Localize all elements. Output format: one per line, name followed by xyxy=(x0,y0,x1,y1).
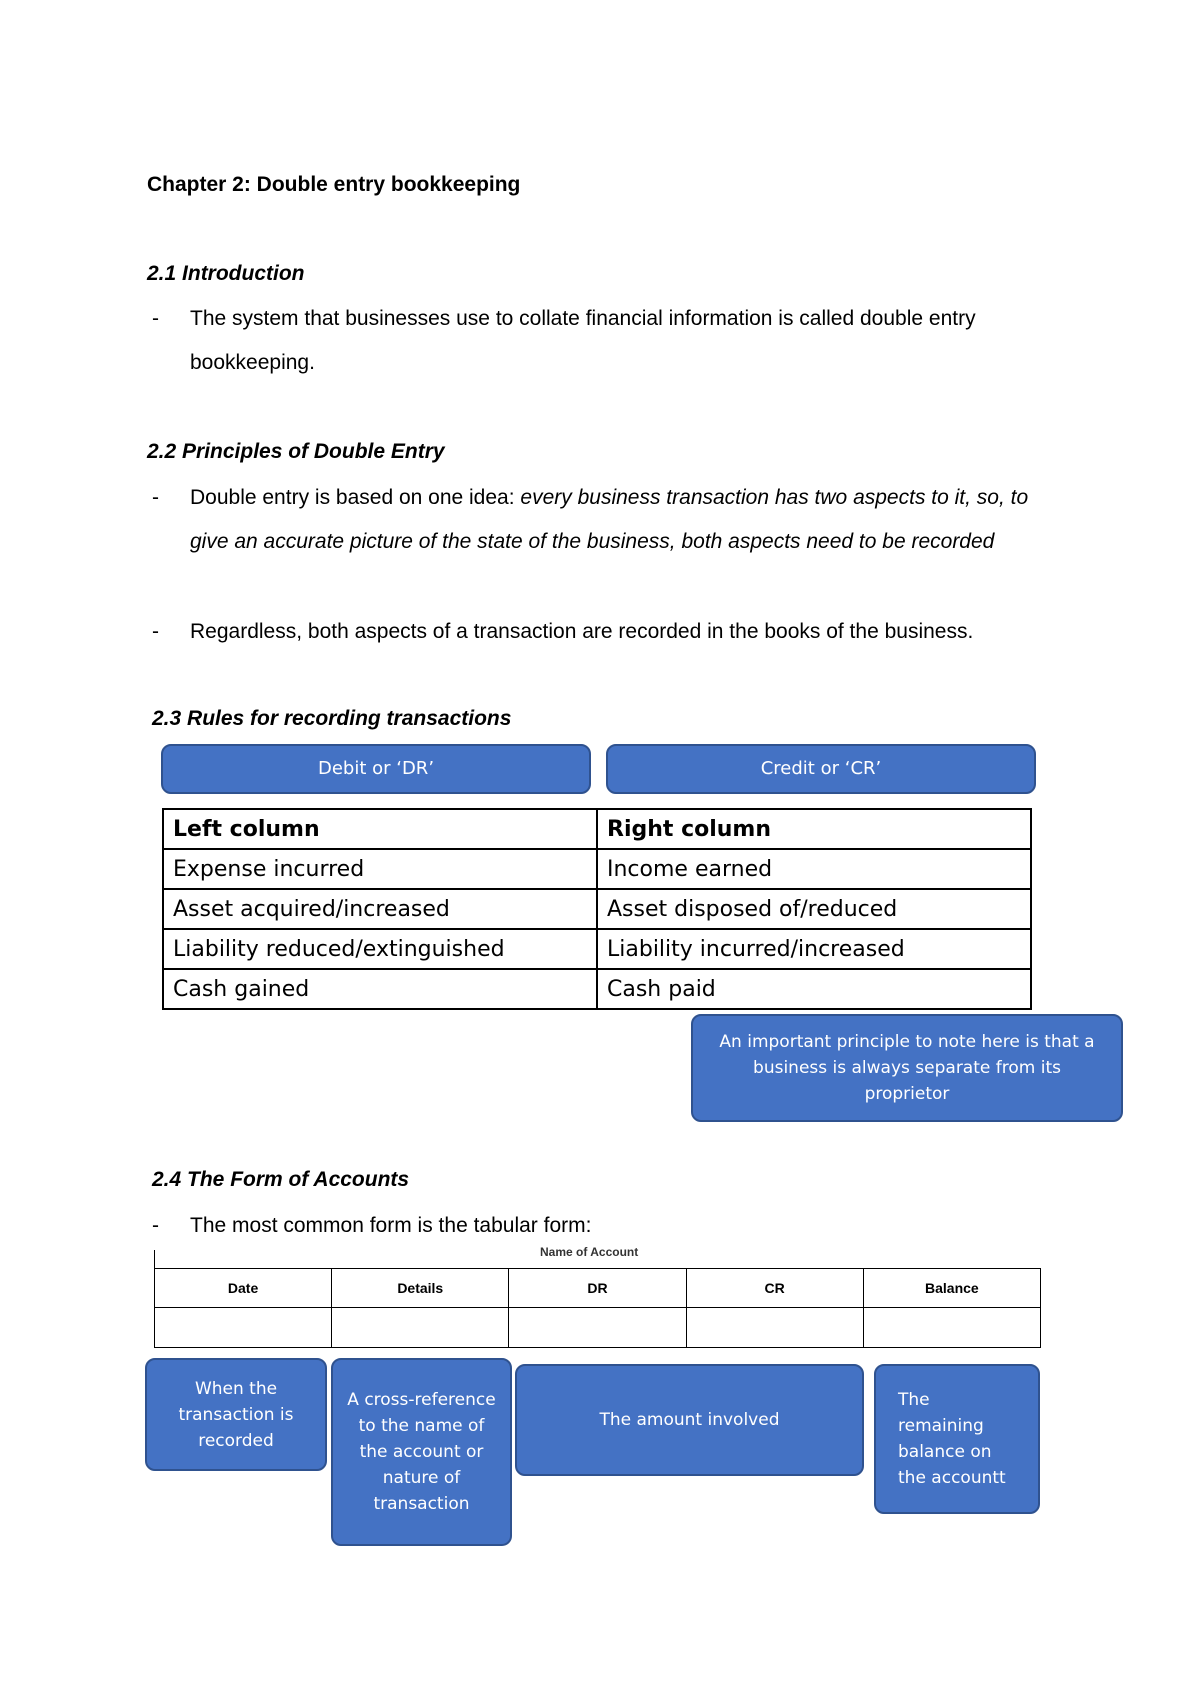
section-heading-form-of-accounts: 2.4 The Form of Accounts xyxy=(152,1168,410,1191)
column-details: Details xyxy=(332,1269,509,1308)
principle-text: Double entry is based on one idea: xyxy=(190,486,521,509)
table-cell: Income earned xyxy=(597,849,1031,889)
account-left-border xyxy=(154,1250,155,1270)
section-heading-introduction: 2.1 Introduction xyxy=(147,262,305,285)
credit-label-box: Credit or ‘CR’ xyxy=(606,744,1036,794)
bullet-marker: - xyxy=(152,307,159,330)
table-header-row xyxy=(163,809,1031,849)
table-cell: Asset disposed of/reduced xyxy=(597,889,1031,929)
amount-callout: The amount involved xyxy=(515,1364,864,1476)
table-cell xyxy=(863,1308,1040,1348)
table-header-cell: Right column xyxy=(597,809,1031,849)
column-cr: CR xyxy=(686,1269,863,1308)
regardless-text: Regardless, both aspects of a transaction are recorded in the books of the business. xyxy=(190,620,974,643)
column-date: Date xyxy=(155,1269,332,1308)
table-row xyxy=(163,929,1031,969)
bullet-marker: - xyxy=(152,620,159,643)
table-row xyxy=(163,889,1031,929)
table-cell xyxy=(155,1308,332,1348)
principle-paragraph xyxy=(190,476,1060,564)
balance-callout: The remaining balance on the accountt xyxy=(874,1364,1040,1514)
column-balance: Balance xyxy=(863,1269,1040,1308)
table-row xyxy=(163,849,1031,889)
account-empty-row xyxy=(155,1308,1041,1348)
table-cell: Liability incurred/increased xyxy=(597,929,1031,969)
principle-note-callout: An important principle to note here is that a business is always separate from its proprietor xyxy=(691,1014,1123,1122)
table-cell: Asset acquired/increased xyxy=(163,889,597,929)
bullet-marker: - xyxy=(152,1214,159,1237)
tabular-form-text: The most common form is the tabular form: xyxy=(190,1214,592,1237)
account-table xyxy=(154,1268,1041,1348)
table-cell xyxy=(332,1308,509,1348)
table-row xyxy=(163,969,1031,1009)
table-header-cell: Left column xyxy=(163,809,597,849)
bullet-marker: - xyxy=(152,486,159,509)
table-cell: Cash gained xyxy=(163,969,597,1009)
rules-table xyxy=(162,808,1032,1010)
details-callout: A cross-reference to the name of the account or nature of transaction xyxy=(331,1358,512,1546)
section-heading-principles: 2.2 Principles of Double Entry xyxy=(147,440,445,463)
introduction-text: The system that businesses use to collate financial information is called double entry bookkeeping. xyxy=(190,307,976,374)
table-cell: Liability reduced/extinguished xyxy=(163,929,597,969)
column-dr: DR xyxy=(509,1269,686,1308)
chapter-title: Chapter 2: Double entry bookkeeping xyxy=(147,173,521,196)
principle-italic-text: every business transaction has two aspects to it, so, to give an accurate picture of the state of the business, both aspects need to be recorded xyxy=(190,486,1029,553)
account-title: Name of Account xyxy=(540,1245,639,1259)
section-heading-rules: 2.3 Rules for recording transactions xyxy=(152,707,512,730)
debit-label-box: Debit or ‘DR’ xyxy=(161,744,591,794)
table-cell: Expense incurred xyxy=(163,849,597,889)
date-callout: When the transaction is recorded xyxy=(145,1358,327,1471)
table-cell xyxy=(509,1308,686,1348)
table-cell xyxy=(686,1308,863,1348)
table-cell: Cash paid xyxy=(597,969,1031,1009)
account-header-row xyxy=(155,1269,1041,1308)
